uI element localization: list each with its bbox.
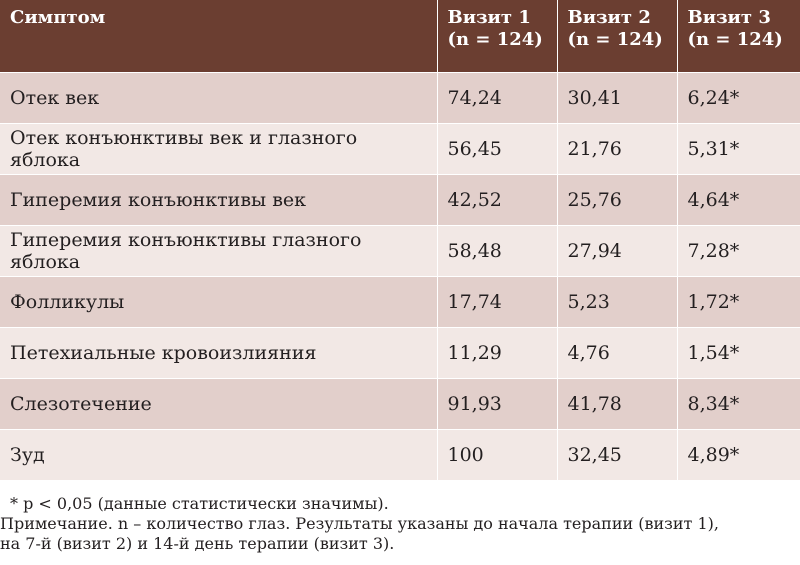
symptom-cell: Петехиальные кровоизлияния xyxy=(0,327,437,378)
header-visit-1 xyxy=(437,0,557,72)
note-line-2: на 7-й (визит 2) и 14-й день терапии (визит 3). xyxy=(0,534,395,553)
header-visit-2 xyxy=(557,0,677,72)
table-row xyxy=(0,378,800,429)
note-line-1: Примечание. n – количество глаз. Результаты указаны до начала терапии (визит 1), xyxy=(0,514,719,533)
table-header-row xyxy=(0,0,800,72)
symptom-cell: Гиперемия конъюнктивы век xyxy=(0,174,437,225)
visit-1-cell: 58,48 xyxy=(437,225,557,276)
symptom-cell: Отек век xyxy=(0,72,437,123)
visit-1-cell: 56,45 xyxy=(437,123,557,174)
table-row xyxy=(0,123,800,174)
table-row xyxy=(0,429,800,480)
visit-1-cell: 42,52 xyxy=(437,174,557,225)
header-visit-2-label: Визит 2 xyxy=(567,7,651,28)
table-row xyxy=(0,276,800,327)
visit-2-cell: 21,76 xyxy=(557,123,677,174)
visit-3-cell: 1,54* xyxy=(677,327,800,378)
visit-1-cell: 11,29 xyxy=(437,327,557,378)
visit-2-cell: 25,76 xyxy=(557,174,677,225)
visit-2-cell: 5,23 xyxy=(557,276,677,327)
visit-1-cell: 100 xyxy=(437,429,557,480)
header-visit-3 xyxy=(677,0,800,72)
header-visit-1-label: Визит 1 xyxy=(447,7,531,28)
visit-3-cell: 1,72* xyxy=(677,276,800,327)
header-visit-1-n: (n = 124) xyxy=(447,29,543,50)
visit-2-cell: 27,94 xyxy=(557,225,677,276)
table-row xyxy=(0,72,800,123)
visit-1-cell: 17,74 xyxy=(437,276,557,327)
table-row xyxy=(0,174,800,225)
significance-note: * p < 0,05 (данные статистически значимы). xyxy=(10,494,389,513)
symptom-cell: Фолликулы xyxy=(0,276,437,327)
table-notes xyxy=(0,494,800,554)
header-symptom: Симптом xyxy=(0,0,437,72)
symptom-cell: Отек конъюнктивы век и глазного яблока xyxy=(0,123,437,174)
visit-3-cell: 5,31* xyxy=(677,123,800,174)
visit-1-cell: 74,24 xyxy=(437,72,557,123)
symptom-cell: Слезотечение xyxy=(0,378,437,429)
visit-2-cell: 32,45 xyxy=(557,429,677,480)
symptom-cell: Зуд xyxy=(0,429,437,480)
visit-3-cell: 4,89* xyxy=(677,429,800,480)
visit-3-cell: 6,24* xyxy=(677,72,800,123)
visit-3-cell: 4,64* xyxy=(677,174,800,225)
table-row xyxy=(0,225,800,276)
visit-2-cell: 41,78 xyxy=(557,378,677,429)
visit-2-cell: 4,76 xyxy=(557,327,677,378)
symptom-cell: Гиперемия конъюнктивы глазного яблока xyxy=(0,225,437,276)
visit-3-cell: 7,28* xyxy=(677,225,800,276)
header-visit-2-n: (n = 124) xyxy=(567,29,663,50)
header-visit-3-label: Визит 3 xyxy=(687,7,771,28)
visit-1-cell: 91,93 xyxy=(437,378,557,429)
visit-2-cell: 30,41 xyxy=(557,72,677,123)
header-visit-3-n: (n = 124) xyxy=(687,29,783,50)
table-row xyxy=(0,327,800,378)
visit-3-cell: 8,34* xyxy=(677,378,800,429)
